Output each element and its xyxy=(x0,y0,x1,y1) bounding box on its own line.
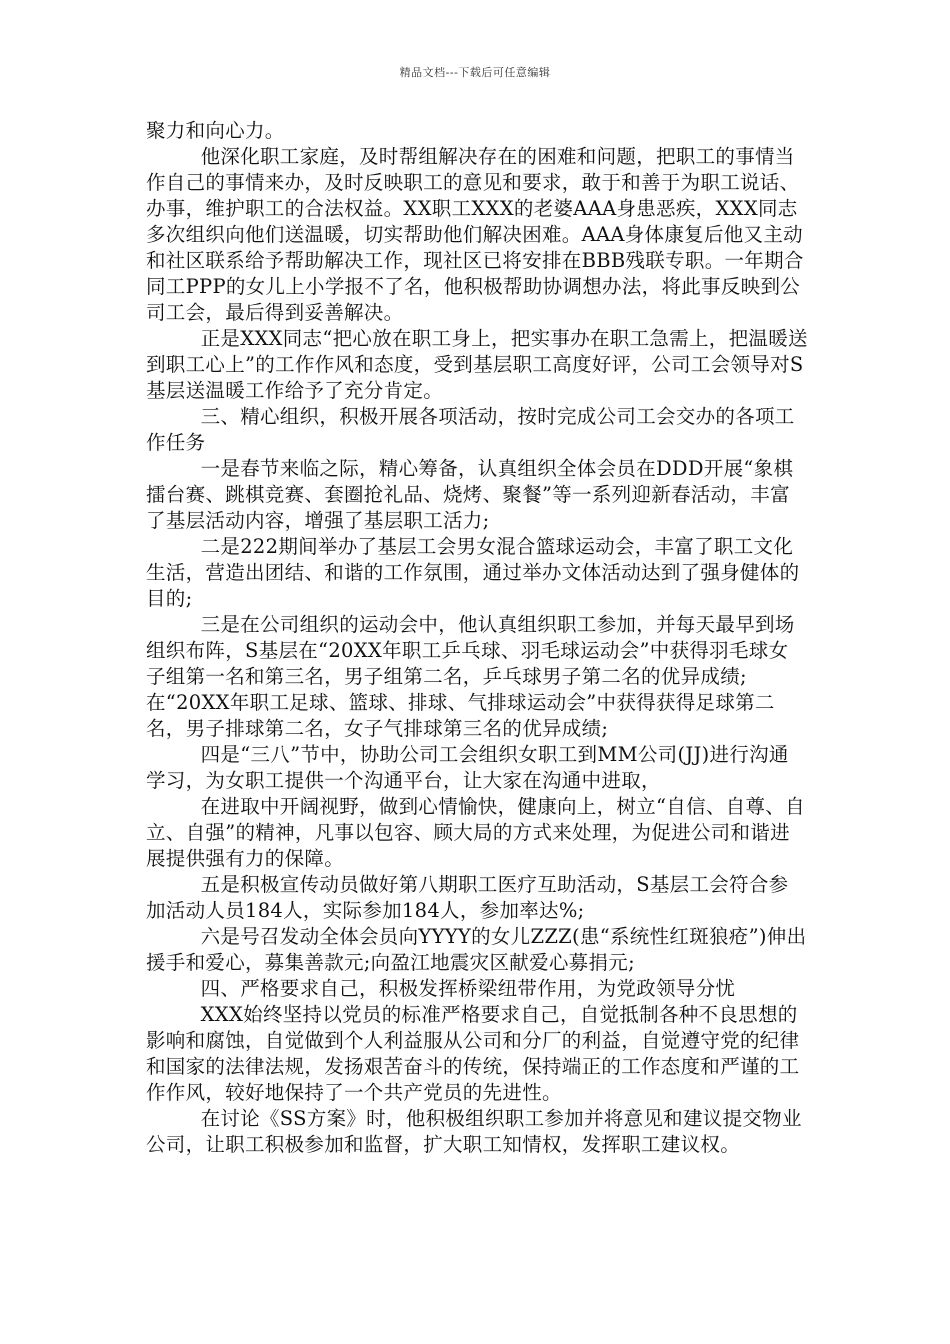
paragraph-11: 六是号召发动全体会员向YYYY的女儿ZZZ(患“系统性红斑狼疮”)伸出援手和爱心，募集善款元;向盈江地震灾区献爱心募捐元; xyxy=(146,925,807,974)
paragraph-8: 四是“三八”节中，协助公司工会组织女职工到MM公司(JJ)进行沟通学习，为女职工提供一个沟通平台，让大家在沟通中进取， xyxy=(146,743,789,792)
paragraph-3: 正是XXX同志“把心放在职工身上，把实事办在职工急需上，把温暖送到职工心上”的工作作风和态度，受到基层职工高度好评，公司工会领导对S基层送温暖工作给予了充分肯定。 xyxy=(146,327,808,402)
paragraph-13: XXX始终坚持以党员的标准严格要求自己，自觉抵制各种不良思想的影响和腐蚀，自觉做到个人利益服从公司和分厂的利益，自觉遵守党的纪律和国家的法律法规，发扬艰苦奋斗的传统，保持端正的工作态度和严谨的工作作风，较好地保持了一个共产党员的先进性。 xyxy=(146,1003,800,1104)
paragraph-1: 聚力和向心力。 xyxy=(146,119,285,142)
paragraph-2: 他深化职工家庭，及时帮组解决存在的困难和问题，把职工的事情当作自己的事情来办，及时反映职工的意见和要求，敢于和善于为职工说话、办事，维护职工的合法权益。XX职工XXX的老婆AAA身患恶疾，XXX同志多次组织向他们送温暖，切实帮助他们解决困难。AAA身体康复后他又主动和社区联系给予帮助解决工作，现社区已将安排在BBB残联专职。一年期合同工PPP的女儿上小学报不了名，他积极帮助协调想办法，将此事反映到公司工会，最后得到妥善解决。 xyxy=(146,145,804,324)
document-body xyxy=(146,118,808,1158)
paragraph-7: 三是在公司组织的运动会中，他认真组织职工参加，并每天最早到场组织布阵，S基层在“20XX年职工乒乓球、羽毛球运动会”中获得羽毛球女子组第一名和第三名，男子组第二名，乒乓球男子第二名的优异成绩;在“20XX年职工足球、篮球、排球、气排球运动会”中获得获得足球第二名，男子排球第二名，女子气排球第三名的优异成绩; xyxy=(146,613,795,740)
page-header: 精品文档---下载后可任意编辑 xyxy=(399,66,551,79)
section-heading-4: 四、严格要求自己，积极发挥桥梁纽带作用，为党政领导分忧 xyxy=(200,977,736,1000)
paragraph-6: 二是222期间举办了基层工会男女混合篮球运动会，丰富了职工文化生活，营造出团结、和谐的工作氛围，通过举办文体活动达到了强身健体的目的; xyxy=(146,535,800,610)
section-heading-3: 三、精心组织，积极开展各项活动，按时完成公司工会交办的各项工作任务 xyxy=(146,405,795,454)
paragraph-9: 在进取中开阔视野，做到心情愉快，健康向上，树立“自信、自尊、自立、自强”的精神，凡事以包容、顾大局的方式来处理，为促进公司和谐进展提供强有力的保障。 xyxy=(146,795,805,870)
paragraph-10: 五是积极宣传动员做好第八期职工医疗互助活动，S基层工会符合参加活动人员184人，实际参加184人，参加率达%; xyxy=(146,873,789,922)
paragraph-14: 在讨论《SS方案》时，他积极组织职工参加并将意见和建议提交物业公司，让职工积极参加和监督，扩大职工知情权，发挥职工建议权。 xyxy=(146,1107,802,1156)
paragraph-5: 一是春节来临之际，精心筹备，认真组织全体会员在DDD开展“象棋擂台赛、跳棋竞赛、套圈抢礼品、烧烤、聚餐”等一系列迎新春活动，丰富了基层活动内容，增强了基层职工活力; xyxy=(146,457,794,532)
